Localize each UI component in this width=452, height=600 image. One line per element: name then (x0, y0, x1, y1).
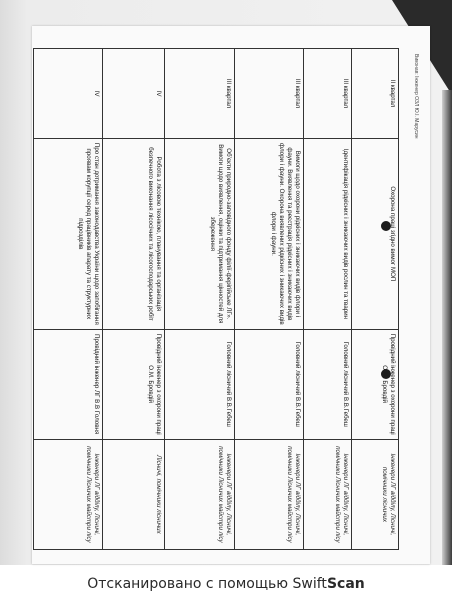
staff-cell: Інженери ЛГ відділу, Лісничі, помічники Лісничих майстри лісу (234, 439, 303, 549)
table-row (351, 49, 398, 550)
rotated-table-wrapper (33, 48, 419, 550)
staff-cell: Лісничі, помічники лісничих (103, 439, 165, 549)
table-row (34, 49, 103, 550)
period-cell: ІІІ квартал (304, 49, 351, 139)
footer-brand: Scan (326, 576, 365, 592)
staff-cell: Інженери ЛГ відділу, Лісничі, помічники Лісничих майстри лісу (34, 439, 103, 549)
scan-footer (0, 572, 452, 600)
period-cell: IV (103, 49, 165, 139)
task-cell: Робота з лісовою технікою, планування та організація безпечного виконання лісосічних та лісогосподарських робіт (103, 139, 165, 329)
header-note: Виконав: Інженер ОЗЛ Ю.І. Марусин (413, 54, 419, 139)
period-cell: ІІ квартал (351, 49, 398, 139)
responsible-cell: Головний лісничий В.В.Гебеш (165, 329, 234, 439)
scanner-shadow-edge (442, 90, 452, 565)
task-cell: Ідентифікація рідкісних і зникаючих видів рослин та тварин (304, 139, 351, 329)
period-cell: IV (34, 49, 103, 139)
table-row (103, 49, 165, 550)
staff-cell: Інженери ЛГ відділу, Лісничі, помічники лісничих (351, 439, 398, 549)
table-row (304, 49, 351, 550)
staff-cell: Інженери ЛГ відділу, Лісничі, помічники Лісничих майстри лісу (304, 439, 351, 549)
responsible-cell: Провідний інженер ЛГ В.В Головня (34, 329, 103, 439)
task-cell: Про стан дотримання законодавства України щодо запобігання проявам корупції серед працівників апарату та структурних підрозділів (34, 139, 103, 329)
task-cell: Охорона праці згідно вимог МОП (351, 139, 398, 329)
responsible-cell: Головний лісничий В.В.Гебеш (234, 329, 303, 439)
footer-prefix: Отсканировано с помощью Swift (87, 576, 327, 592)
responsible-cell: Головний лісничий В.В.Гебеш (304, 329, 351, 439)
table-row (165, 49, 234, 550)
table-row (234, 49, 303, 550)
task-cell: Вимоги щодо охорони рідкісних і зникаючих видів флори і фауни. Виявлення та реєстрація рідкісних і зникаючих видів флори і фауни. Охорона виявлених рідкісних і зникаючих видів флори і фауни. (234, 139, 303, 329)
period-cell: ІІІ квартал (165, 49, 234, 139)
task-cell: Об’єкти природно-заповідного фонду філії-ферігійське ЛГ». Вимоги щодо виявлення, оцінки та підтримання цінностей для збереження (165, 139, 234, 329)
period-cell: ІІІ квартал (234, 49, 303, 139)
responsible-cell: Провідний інженер з охорони праці О.М. Бровдій (351, 329, 398, 439)
responsible-cell: Провідний інженер з охорони праці О.М. Бровдій (103, 329, 165, 439)
training-plan-table (33, 48, 399, 550)
staff-cell: Інженери ЛГ відділу, Лісничі, помічники Лісничих майстри лісу (165, 439, 234, 549)
